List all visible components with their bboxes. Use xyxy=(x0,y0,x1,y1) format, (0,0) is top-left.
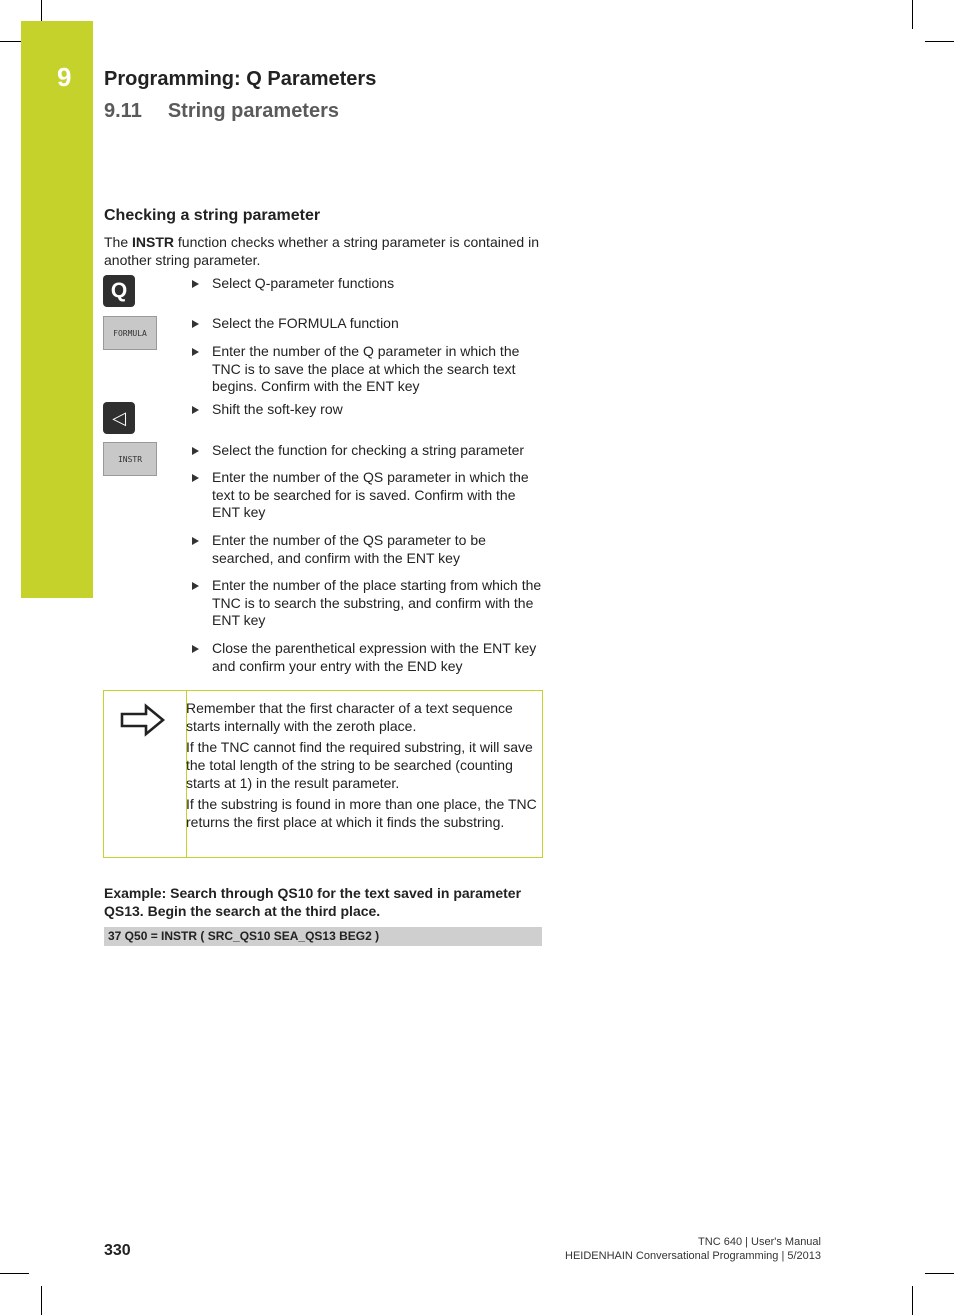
bullet-triangle-icon xyxy=(192,348,199,356)
note-paragraph: If the TNC cannot find the required substring, it will save the total length of the string to be searched (counting starts at 1) in the result parameter. xyxy=(186,739,533,791)
step-item: Select Q-parameter functions xyxy=(192,275,544,293)
chapter-sidebar xyxy=(21,21,93,598)
subsection-heading: Checking a string parameter xyxy=(104,207,321,224)
step-item: Enter the number of the QS parameter to be searched, and confirm with the ENT key xyxy=(192,532,544,567)
crop-mark xyxy=(41,1286,42,1315)
footer-line: TNC 640 | User's Manual xyxy=(698,1236,821,1248)
chapter-number: 9 xyxy=(57,62,72,92)
section-title xyxy=(104,100,339,123)
crop-mark xyxy=(925,41,954,42)
section-label: String parameters xyxy=(167,100,339,122)
intro-after: function checks whether a string parameter is contained in another string parameter. xyxy=(104,234,539,268)
formula-softkey-icon: FORMULA xyxy=(103,316,157,350)
code-line: 37 Q50 = INSTR ( SRC_QS10 SEA_QS13 BEG2 ) xyxy=(104,927,542,946)
bullet-triangle-icon xyxy=(192,645,199,653)
q-key-icon: Q xyxy=(103,275,135,307)
intro-paragraph xyxy=(104,233,544,269)
step-item: Enter the number of the QS parameter in which the text to be searched for is saved. Confirm with the ENT key xyxy=(192,469,544,522)
note-paragraph: If the substring is found in more than one place, the TNC returns the first place at which it finds the substring. xyxy=(186,796,537,830)
bullet-triangle-icon xyxy=(192,537,199,545)
example-heading: Example: Search through QS10 for the text saved in parameter QS13. Begin the search at the third place. xyxy=(104,885,522,919)
bullet-triangle-icon xyxy=(192,320,199,328)
instr-softkey-icon: INSTR xyxy=(103,442,157,476)
bullet-triangle-icon xyxy=(192,447,199,455)
bullet-triangle-icon xyxy=(192,582,199,590)
crop-mark xyxy=(0,1273,29,1274)
step-item: Close the parenthetical expression with the ENT key and confirm your entry with the END key xyxy=(192,640,544,675)
crop-mark xyxy=(41,0,42,21)
page-number: 330 xyxy=(104,1242,131,1259)
bullet-triangle-icon xyxy=(192,474,199,482)
chapter-title: Programming: Q Parameters xyxy=(104,68,377,90)
shift-softkey-row-icon: ◁ xyxy=(103,402,135,434)
crop-mark xyxy=(912,0,913,29)
intro-before: The xyxy=(104,234,133,250)
note-text xyxy=(186,699,538,834)
crop-mark xyxy=(0,41,21,42)
note-box xyxy=(103,690,543,858)
step-item: Select the function for checking a string parameter xyxy=(192,442,544,460)
crop-mark xyxy=(912,1286,913,1315)
step-item: Select the FORMULA function xyxy=(192,315,544,333)
bullet-triangle-icon xyxy=(192,280,199,288)
arrow-right-icon xyxy=(120,703,166,737)
note-paragraph: Remember that the first character of a text sequence starts internally with the zeroth place. xyxy=(186,700,513,734)
crop-mark xyxy=(925,1273,954,1274)
instr-keyword: INSTR xyxy=(132,234,175,250)
bullet-triangle-icon xyxy=(192,406,199,414)
footer-line: HEIDENHAIN Conversational Programming | 5/2013 xyxy=(565,1250,821,1262)
step-item: Enter the number of the Q parameter in which the TNC is to save the place at which the search text begins. Confirm with the ENT key xyxy=(192,343,544,396)
footer xyxy=(565,1235,821,1263)
step-item: Shift the soft-key row xyxy=(192,401,544,419)
step-item: Enter the number of the place starting from which the TNC is to search the substring, and confirm with the ENT key xyxy=(192,577,544,630)
section-number: 9.11 xyxy=(104,100,142,122)
